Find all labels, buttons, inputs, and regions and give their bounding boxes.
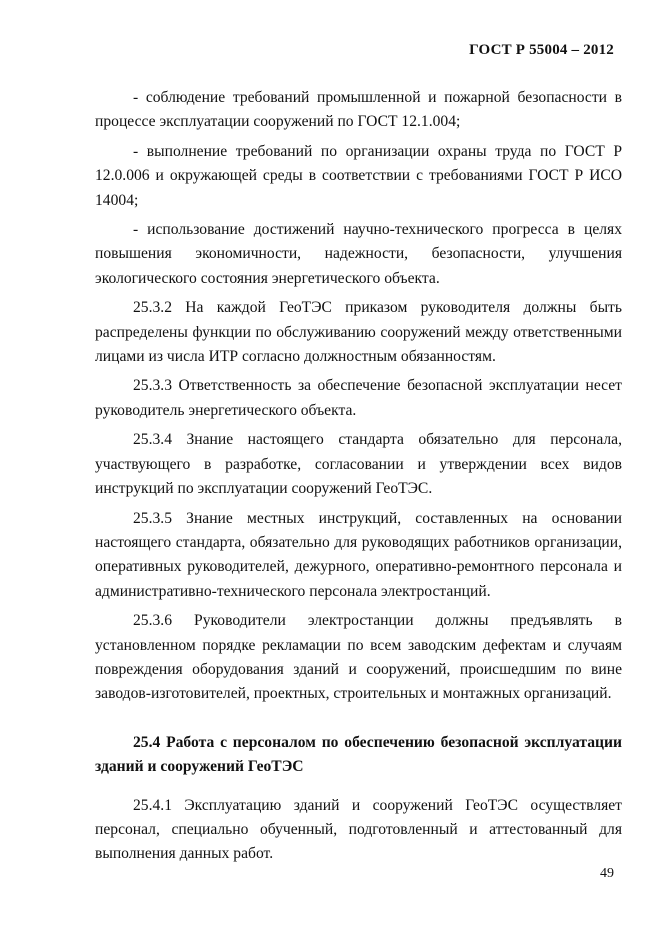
document-code: ГОСТ Р 55004 – 2012 bbox=[469, 42, 614, 58]
page-number: 49 bbox=[600, 866, 614, 881]
paragraph-25-3-2: 25.3.2 На каждой ГеоТЭС приказом руководителя должны быть распределены функции по обслуживанию сооружений между ответственными лицами из числа ИТР согласно должностным обязанностям. bbox=[95, 299, 622, 366]
paragraph-25-3-4: 25.3.4 Знание настоящего стандарта обязательно для персонала, участвующего в разработке, согласовании и утверждении всех видов инструкций по эксплуатации сооружений ГеоТЭС. bbox=[95, 431, 622, 498]
paragraph-scientific-progress: - использование достижений научно-технического прогресса в целях повышения экономичности, надежности, безопасности, улучшения экологического состояния энергетического объекта. bbox=[95, 221, 622, 287]
section-heading-25-4: 25.4 Работа с персоналом по обеспечению безопасной эксплуатации зданий и сооружений ГеоТЭС bbox=[95, 733, 622, 776]
paragraph-25-3-5: 25.3.5 Знание местных инструкций, составленных на основании настоящего стандарта, обязательно для руководящих работников организации, оперативных руководителей, дежурного, оперативно-ремонтного персонала и административно-технического персонала электростанций. bbox=[95, 509, 622, 600]
paragraph-25-4-1: 25.4.1 Эксплуатацию зданий и сооружений ГеоТЭС осуществляет персонал, специально обученный, подготовленный и аттестованный для выполнения данных работ. bbox=[95, 796, 622, 863]
document-body bbox=[95, 86, 622, 872]
paragraph-25-3-3: 25.3.3 Ответственность за обеспечение безопасной эксплуатации несет руководитель энергетического объекта. bbox=[95, 377, 622, 419]
paragraph-fire-safety: - соблюдение требований промышленной и пожарной безопасности в процессе эксплуатации сооружений по ГОСТ 12.1.004; bbox=[95, 89, 622, 131]
paragraph-labor-protection: - выполнение требований по организации охраны труда по ГОСТ Р 12.0.006 и окружающей среды в соответствии с требованиями ГОСТ Р ИСО 14004; bbox=[95, 142, 622, 209]
paragraph-25-3-6: 25.3.6 Руководители электростанции должны предъявлять в установленном порядке рекламации по всем заводским дефектам и случаям повреждения оборудования зданий и сооружений, происшедшим по вине заводов-изготовителей, проектных, строительных и монтажных организаций. bbox=[95, 612, 622, 703]
